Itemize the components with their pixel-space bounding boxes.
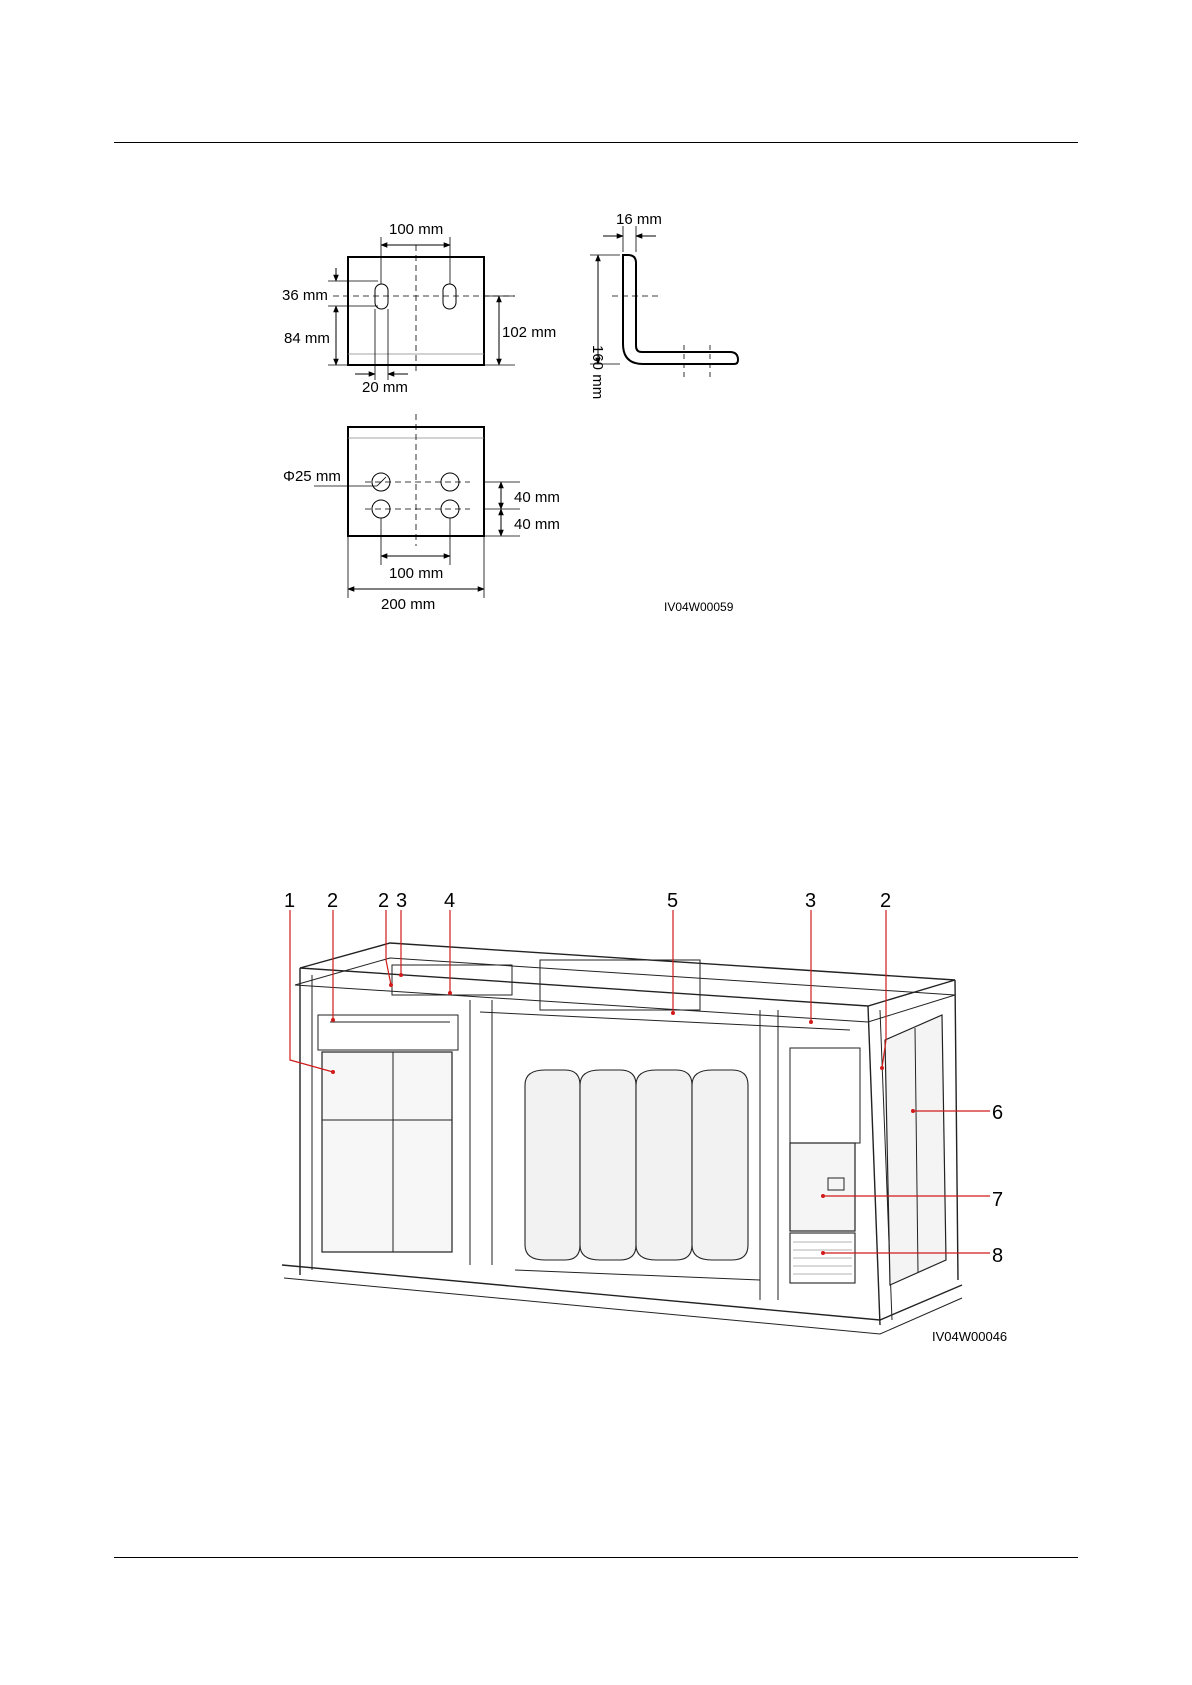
- transformer: [525, 1070, 748, 1260]
- dim-40a: 40 mm: [514, 489, 560, 506]
- dim-top-100: 100 mm: [389, 221, 444, 238]
- callout-8: 8: [992, 1245, 1004, 1267]
- right-panel: [790, 1143, 855, 1231]
- callout-5: 5: [667, 890, 679, 912]
- dim-phi25: Φ25 mm: [283, 468, 341, 485]
- callout-2c: 2: [880, 890, 892, 912]
- left-cabinet: [322, 1052, 452, 1252]
- dim-200: 200 mm: [381, 596, 436, 613]
- dim-160: 160 mm: [589, 345, 606, 400]
- dim-20: 20 mm: [362, 379, 408, 396]
- figure1-id: IV04W00059: [664, 600, 734, 614]
- callout-6: 6: [992, 1102, 1004, 1124]
- callout-4: 4: [444, 890, 456, 912]
- callout-1: 1: [284, 890, 296, 912]
- callout-2b: 2: [378, 890, 390, 912]
- dim-36: 36 mm: [282, 287, 328, 304]
- callout-3a: 3: [396, 890, 408, 912]
- dim-40b: 40 mm: [514, 516, 560, 533]
- dim-bottom-100: 100 mm: [389, 565, 444, 582]
- figure2-id: IV04W00046: [932, 1329, 1008, 1344]
- callout-2a: 2: [327, 890, 339, 912]
- dim-16: 16 mm: [616, 211, 662, 228]
- callout-3b: 3: [805, 890, 817, 912]
- dim-102: 102 mm: [502, 324, 557, 341]
- callout-7: 7: [992, 1189, 1004, 1211]
- dim-84: 84 mm: [284, 330, 330, 347]
